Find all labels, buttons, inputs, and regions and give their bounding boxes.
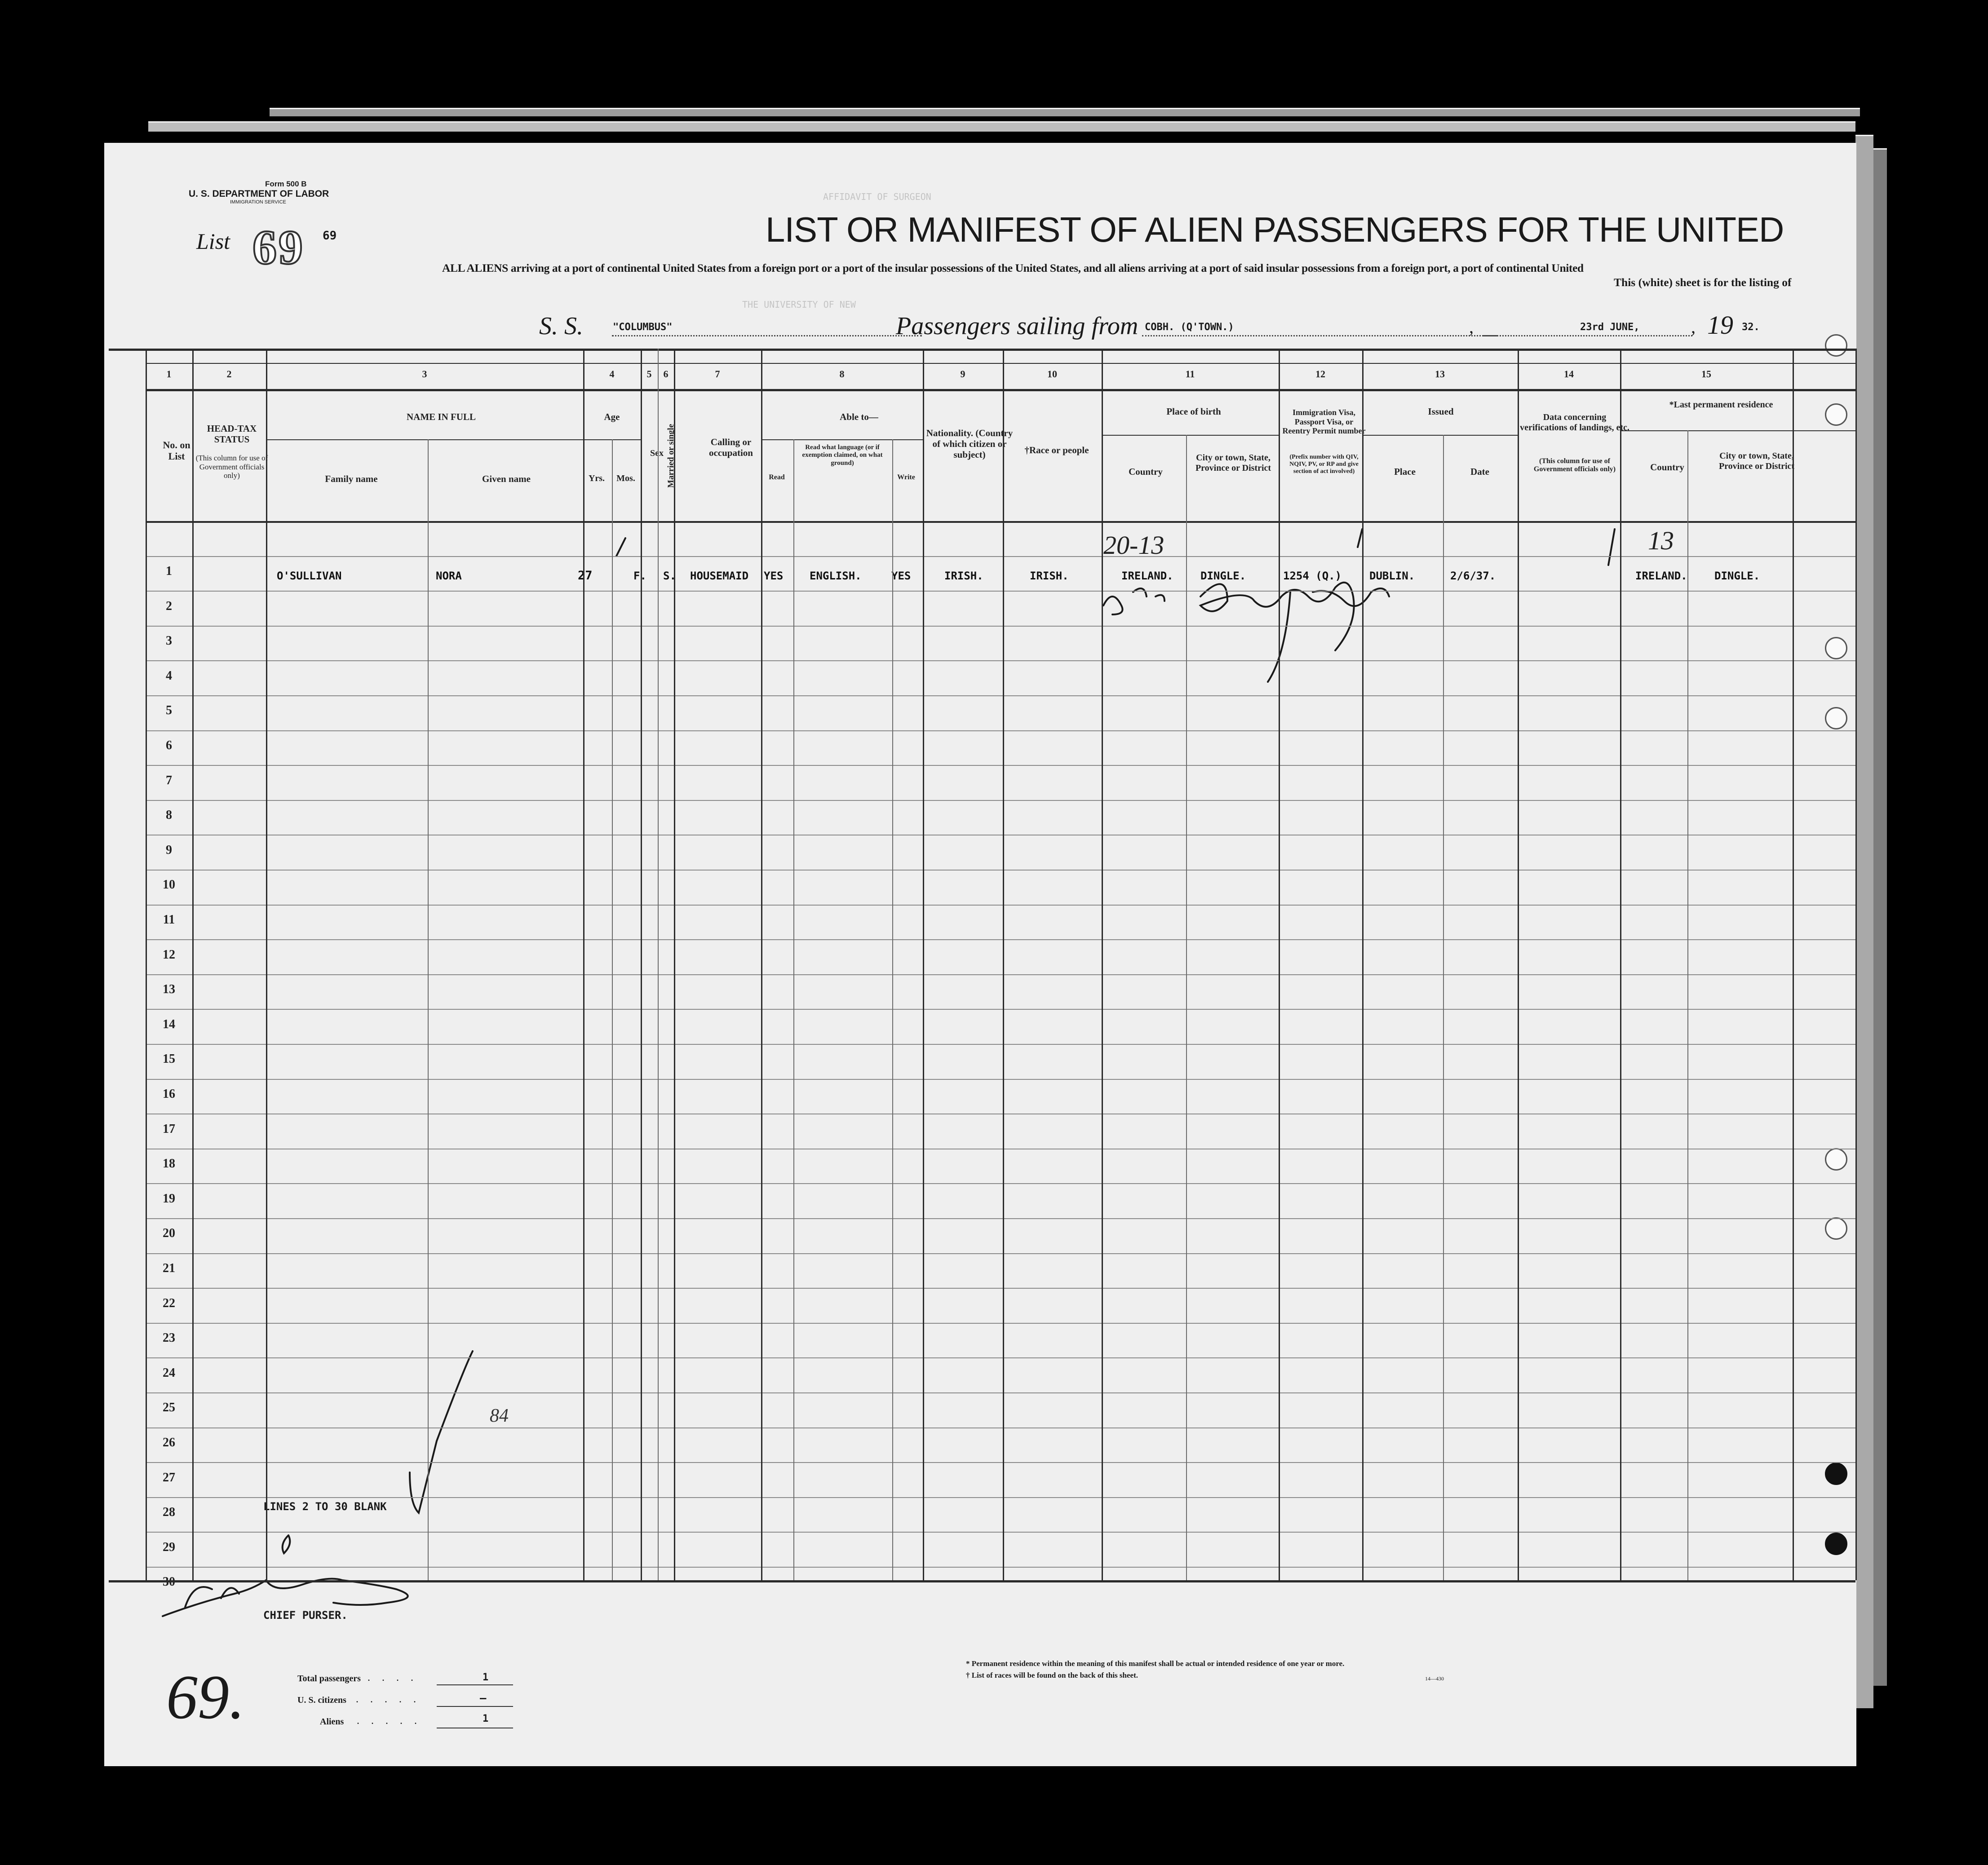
binder-hole <box>1825 1148 1847 1171</box>
given-name-cell: NORA <box>436 570 462 582</box>
table-column-rule <box>1620 349 1621 1580</box>
birth-country-cell: IRELAND. <box>1121 570 1173 582</box>
line-number: 18 <box>163 1157 175 1171</box>
header-given-name: Given name <box>482 473 531 484</box>
header-write: Write <box>897 473 915 481</box>
line-number: 9 <box>166 843 172 857</box>
column-number: 10 <box>1047 368 1057 380</box>
page-edge <box>1855 135 1873 1708</box>
table-column-rule <box>266 349 267 1580</box>
line-number: 25 <box>163 1401 175 1414</box>
table-column-rule <box>1003 349 1004 1580</box>
header-calling: Calling or occupation <box>708 437 753 459</box>
line-number: 27 <box>163 1471 175 1485</box>
leader-dots: . . . . . <box>357 1715 421 1727</box>
header-visa-note: (Prefix number with QIV, NQIV, PV, or RP and give section of act involved) <box>1289 454 1359 475</box>
line-number: 21 <box>163 1261 175 1275</box>
occupation-cell: HOUSEMAID <box>690 570 749 582</box>
residence-city-cell: DINGLE. <box>1714 570 1760 582</box>
write-cell: YES <box>891 570 911 582</box>
check-mark-stroke <box>616 538 625 556</box>
comma: , <box>1691 317 1696 337</box>
line-number: 11 <box>163 913 175 927</box>
line-number: 24 <box>163 1366 175 1380</box>
scribble-stroke <box>1103 588 1164 614</box>
line-number: 15 <box>163 1052 175 1066</box>
read-cell: YES <box>764 570 784 582</box>
header-last-residence: *Last permanent residence <box>1669 400 1773 410</box>
table-column-rule <box>641 349 642 1580</box>
header-pob-city: City or town, State, Province or District <box>1195 453 1271 473</box>
header-verifications: Data concerning verifications of landings, etc. <box>1520 412 1629 433</box>
table-row-rule <box>146 1427 1855 1428</box>
header-read: Read <box>769 473 785 481</box>
year-suffix: 32. <box>1742 322 1760 333</box>
check-mark-stroke <box>1608 529 1615 565</box>
check-mark-stroke <box>1358 529 1362 547</box>
header-issued: Issued <box>1428 406 1454 417</box>
header-lr-country: Country <box>1650 462 1684 473</box>
language-cell: ENGLISH. <box>810 570 862 582</box>
page-edge <box>148 121 1855 132</box>
binder-hole <box>1825 637 1847 659</box>
manifest-subtitle-2: This (white) sheet is for the listing of <box>1614 276 1792 289</box>
total-passengers-value: 1 <box>483 1672 489 1683</box>
line-number: 10 <box>163 878 175 892</box>
issued-place-cell: DUBLIN. <box>1369 570 1415 582</box>
binder-hole <box>1825 1463 1847 1485</box>
line-number: 3 <box>166 634 172 648</box>
column-number: 2 <box>226 368 232 380</box>
table-column-rule <box>1855 349 1857 1580</box>
column-number: 6 <box>663 368 669 380</box>
handwritten-69: 69. <box>166 1662 245 1732</box>
aliens-value: 1 <box>483 1713 489 1724</box>
line-number: 26 <box>163 1436 175 1450</box>
binder-hole <box>1825 1533 1847 1555</box>
header-no-on-list: No. on List <box>163 439 190 462</box>
age-cell: 27 <box>578 569 593 583</box>
ss-label: S. S. <box>539 312 583 340</box>
table-bottom-border <box>109 1580 1855 1582</box>
column-number: 15 <box>1701 368 1711 380</box>
table-row-rule <box>146 1253 1855 1254</box>
page-edge <box>270 108 1860 116</box>
subheader-rule <box>1620 430 1855 431</box>
subheader-rule <box>761 439 923 440</box>
table-row-rule <box>146 695 1855 696</box>
ship-name: "COLUMBUS" <box>613 322 673 333</box>
table-column-rule <box>793 439 794 1580</box>
manifest-page <box>104 143 1856 1766</box>
header-read-language: Read what language (or if exemption claimed, on what ground) <box>802 444 883 467</box>
manifest-title: LIST OR MANIFEST OF ALIEN PASSENGERS FOR THE UNITED <box>766 210 1784 249</box>
subheader-rule <box>1362 435 1518 436</box>
residence-footnote: * Permanent residence within the meaning of this manifest shall be actual or intended residence of one year or more. <box>966 1659 1345 1668</box>
table-column-rule <box>1518 349 1519 1580</box>
nationality-cell: IRISH. <box>944 570 983 582</box>
form-number: Form 500 B <box>265 180 307 188</box>
column-number: 1 <box>166 368 172 380</box>
binder-hole <box>1825 334 1847 357</box>
leader-dots: . . . . <box>367 1672 418 1684</box>
line-number: 28 <box>163 1505 175 1519</box>
year-prefix: 19 <box>1707 310 1733 340</box>
bleed-through-text: THE UNIVERSITY OF NEW <box>742 299 856 310</box>
header-name-in-full: NAME IN FULL <box>406 411 476 422</box>
visa-cell: 1254 (Q.) <box>1283 570 1342 582</box>
total-passengers-line <box>437 1684 513 1685</box>
line-number: 23 <box>163 1331 175 1345</box>
table-column-rule <box>1279 349 1280 1580</box>
table-column-rule <box>1362 349 1364 1580</box>
table-row-rule <box>146 800 1855 801</box>
column-number: 5 <box>646 368 652 380</box>
header-rule <box>146 363 1855 364</box>
subheader-rule <box>266 439 583 440</box>
line-number: 4 <box>166 669 172 683</box>
header-visa: Immigration Visa, Passport Visa, or Reentry Permit number <box>1282 408 1366 436</box>
header-issued-place: Place <box>1394 466 1416 477</box>
line-number: 2 <box>166 599 172 613</box>
us-citizens-label: U. S. citizens <box>297 1695 346 1705</box>
subheader-rule <box>1102 435 1279 436</box>
list-number-typed: 69 <box>323 229 337 243</box>
us-citizens-line <box>437 1706 513 1707</box>
handwritten-84: 84 <box>490 1405 509 1426</box>
column-number: 14 <box>1564 368 1574 380</box>
table-row-rule <box>146 765 1855 766</box>
signer-title: CHIEF PURSER. <box>263 1609 348 1622</box>
table-column-rule <box>1687 430 1688 1580</box>
table-row-rule <box>146 939 1855 940</box>
header-head-tax: HEAD-TAX STATUS <box>207 423 257 445</box>
header-lr-city: City or town, State, Province or District <box>1718 451 1795 471</box>
column-number: 8 <box>839 368 845 380</box>
race-cell: IRISH. <box>1030 570 1069 582</box>
print-code: 14—430 <box>1425 1675 1444 1682</box>
table-column-rule <box>1186 435 1187 1580</box>
table-column-rule <box>761 349 762 1580</box>
column-number: 13 <box>1435 368 1445 380</box>
column-number: 11 <box>1185 368 1195 380</box>
table-row-rule <box>146 591 1855 592</box>
table-row-rule <box>146 905 1855 906</box>
table-row-rule <box>146 1288 1855 1289</box>
table-row-rule <box>146 556 1855 557</box>
leader-dots: . . . . . <box>356 1693 421 1705</box>
line-number: 5 <box>166 703 172 717</box>
column-number: 7 <box>715 368 720 380</box>
blank-lines-note: LINES 2 TO 30 BLANK <box>263 1500 387 1513</box>
header-rule <box>146 521 1855 523</box>
header-married-single: Married or single <box>666 424 676 488</box>
line-number: 6 <box>166 738 172 752</box>
header-verifications-note: (This column for use of Government officials only) <box>1533 457 1616 473</box>
family-name-cell: O'SULLIVAN <box>277 570 342 582</box>
header-rule <box>146 389 1855 391</box>
table-row-rule <box>146 626 1855 627</box>
column-number: 4 <box>609 368 615 380</box>
header-sex: Sex <box>650 448 664 458</box>
table-row-rule <box>146 1392 1855 1393</box>
handwriting-strokes <box>104 143 1856 1766</box>
header-family-name: Family name <box>325 473 378 484</box>
table-row-rule <box>146 1497 1855 1498</box>
table-row-rule <box>146 1567 1855 1568</box>
header-nationality: Nationality. (Country of which citizen or subject) <box>926 428 1013 460</box>
table-row-rule <box>146 974 1855 975</box>
issued-date-cell: 2/6/37. <box>1450 570 1496 582</box>
header-head-tax-note: (This column for use of Government officials only) <box>195 454 268 480</box>
line-number: 20 <box>163 1226 175 1240</box>
residence-country-cell: IRELAND. <box>1635 570 1687 582</box>
departure-port: COBH. (Q'TOWN.) <box>1145 322 1234 333</box>
table-row-rule <box>146 1044 1855 1045</box>
table-column-rule <box>583 349 584 1580</box>
header-race: †Race or people <box>1024 445 1089 455</box>
header-age: Age <box>604 411 620 422</box>
line-number: 14 <box>163 1017 175 1031</box>
column-number: 12 <box>1315 368 1325 380</box>
header-able-to: Able to— <box>840 411 878 422</box>
table-column-rule <box>674 349 675 1580</box>
sailing-date: 23rd JUNE, <box>1580 322 1640 333</box>
check-mark-stroke <box>410 1351 473 1513</box>
header-pob-country: Country <box>1129 466 1163 477</box>
table-top-border <box>109 349 1855 351</box>
table-column-rule <box>428 439 429 1580</box>
line-number: 7 <box>166 773 172 787</box>
us-citizens-value: — <box>480 1692 487 1704</box>
marital-cell: S. <box>663 570 676 582</box>
table-row-rule <box>146 870 1855 871</box>
table-row-rule <box>146 1009 1855 1010</box>
header-yrs: Yrs. <box>588 473 605 483</box>
handwritten-13: 13 <box>1648 526 1674 555</box>
binder-hole <box>1825 1217 1847 1240</box>
signature-stroke <box>1200 583 1389 650</box>
line-number: 16 <box>163 1087 175 1101</box>
line-number: 1 <box>166 564 172 578</box>
table-column-rule <box>1102 349 1103 1580</box>
table-row-rule <box>146 1357 1855 1358</box>
table-column-rule <box>1793 349 1794 1580</box>
list-number-stamp: 69 <box>252 221 305 274</box>
table-column-rule <box>612 439 613 1580</box>
table-row-rule <box>146 1218 1855 1219</box>
table-column-rule <box>192 349 194 1580</box>
table-column-rule <box>1443 435 1444 1580</box>
sailing-label: Passengers sailing from <box>896 312 1138 340</box>
sex-cell: F. <box>633 570 646 582</box>
header-issued-date: Date <box>1470 466 1489 477</box>
table-row-rule <box>146 1323 1855 1324</box>
line-number: 19 <box>163 1192 175 1206</box>
line-number: 17 <box>163 1122 175 1136</box>
department-name: U. S. DEPARTMENT OF LABOR <box>189 189 329 199</box>
service-name: IMMIGRATION SERVICE <box>230 199 286 205</box>
page-edge <box>1873 148 1887 1686</box>
column-number: 3 <box>422 368 427 380</box>
line-number: 8 <box>166 808 172 822</box>
manifest-subtitle-1: ALL ALIENS arriving at a port of continental United States from a foreign port or a port of the insular possessions of the United States, and all aliens arriving at a port of said insular possessions from a foreign port, a port of continental United <box>442 261 1584 274</box>
line-number: 29 <box>163 1540 175 1554</box>
header-place-of-birth: Place of birth <box>1166 406 1221 417</box>
table-row-rule <box>146 1462 1855 1463</box>
table-column-rule <box>892 439 893 1580</box>
header-mos: Mos. <box>616 473 635 483</box>
binder-hole <box>1825 403 1847 426</box>
total-passengers-label: Total passengers <box>297 1674 361 1684</box>
handwritten-code: 20-13 <box>1103 530 1164 560</box>
aliens-label: Aliens <box>320 1717 344 1727</box>
table-column-rule <box>146 349 147 1580</box>
birth-city-cell: DINGLE. <box>1200 570 1246 582</box>
comma: , <box>1469 317 1474 337</box>
list-label: List <box>196 229 230 254</box>
line-number: 30 <box>163 1575 175 1589</box>
scribble-stroke <box>283 1535 290 1553</box>
table-row-rule <box>146 660 1855 661</box>
table-column-rule <box>658 349 659 1580</box>
column-number: 9 <box>960 368 965 380</box>
table-row-rule <box>146 1183 1855 1184</box>
table-row-rule <box>146 1079 1855 1080</box>
table-row-rule <box>146 1532 1855 1533</box>
table-row-rule <box>146 730 1855 731</box>
line-number: 12 <box>163 948 175 962</box>
line-number: 22 <box>163 1296 175 1310</box>
binder-hole <box>1825 707 1847 729</box>
line-number: 13 <box>163 982 175 996</box>
races-footnote: † List of races will be found on the back of this sheet. <box>966 1671 1138 1679</box>
bleed-through-text: AFFIDAVIT OF SURGEON <box>823 191 931 202</box>
table-column-rule <box>923 349 924 1580</box>
